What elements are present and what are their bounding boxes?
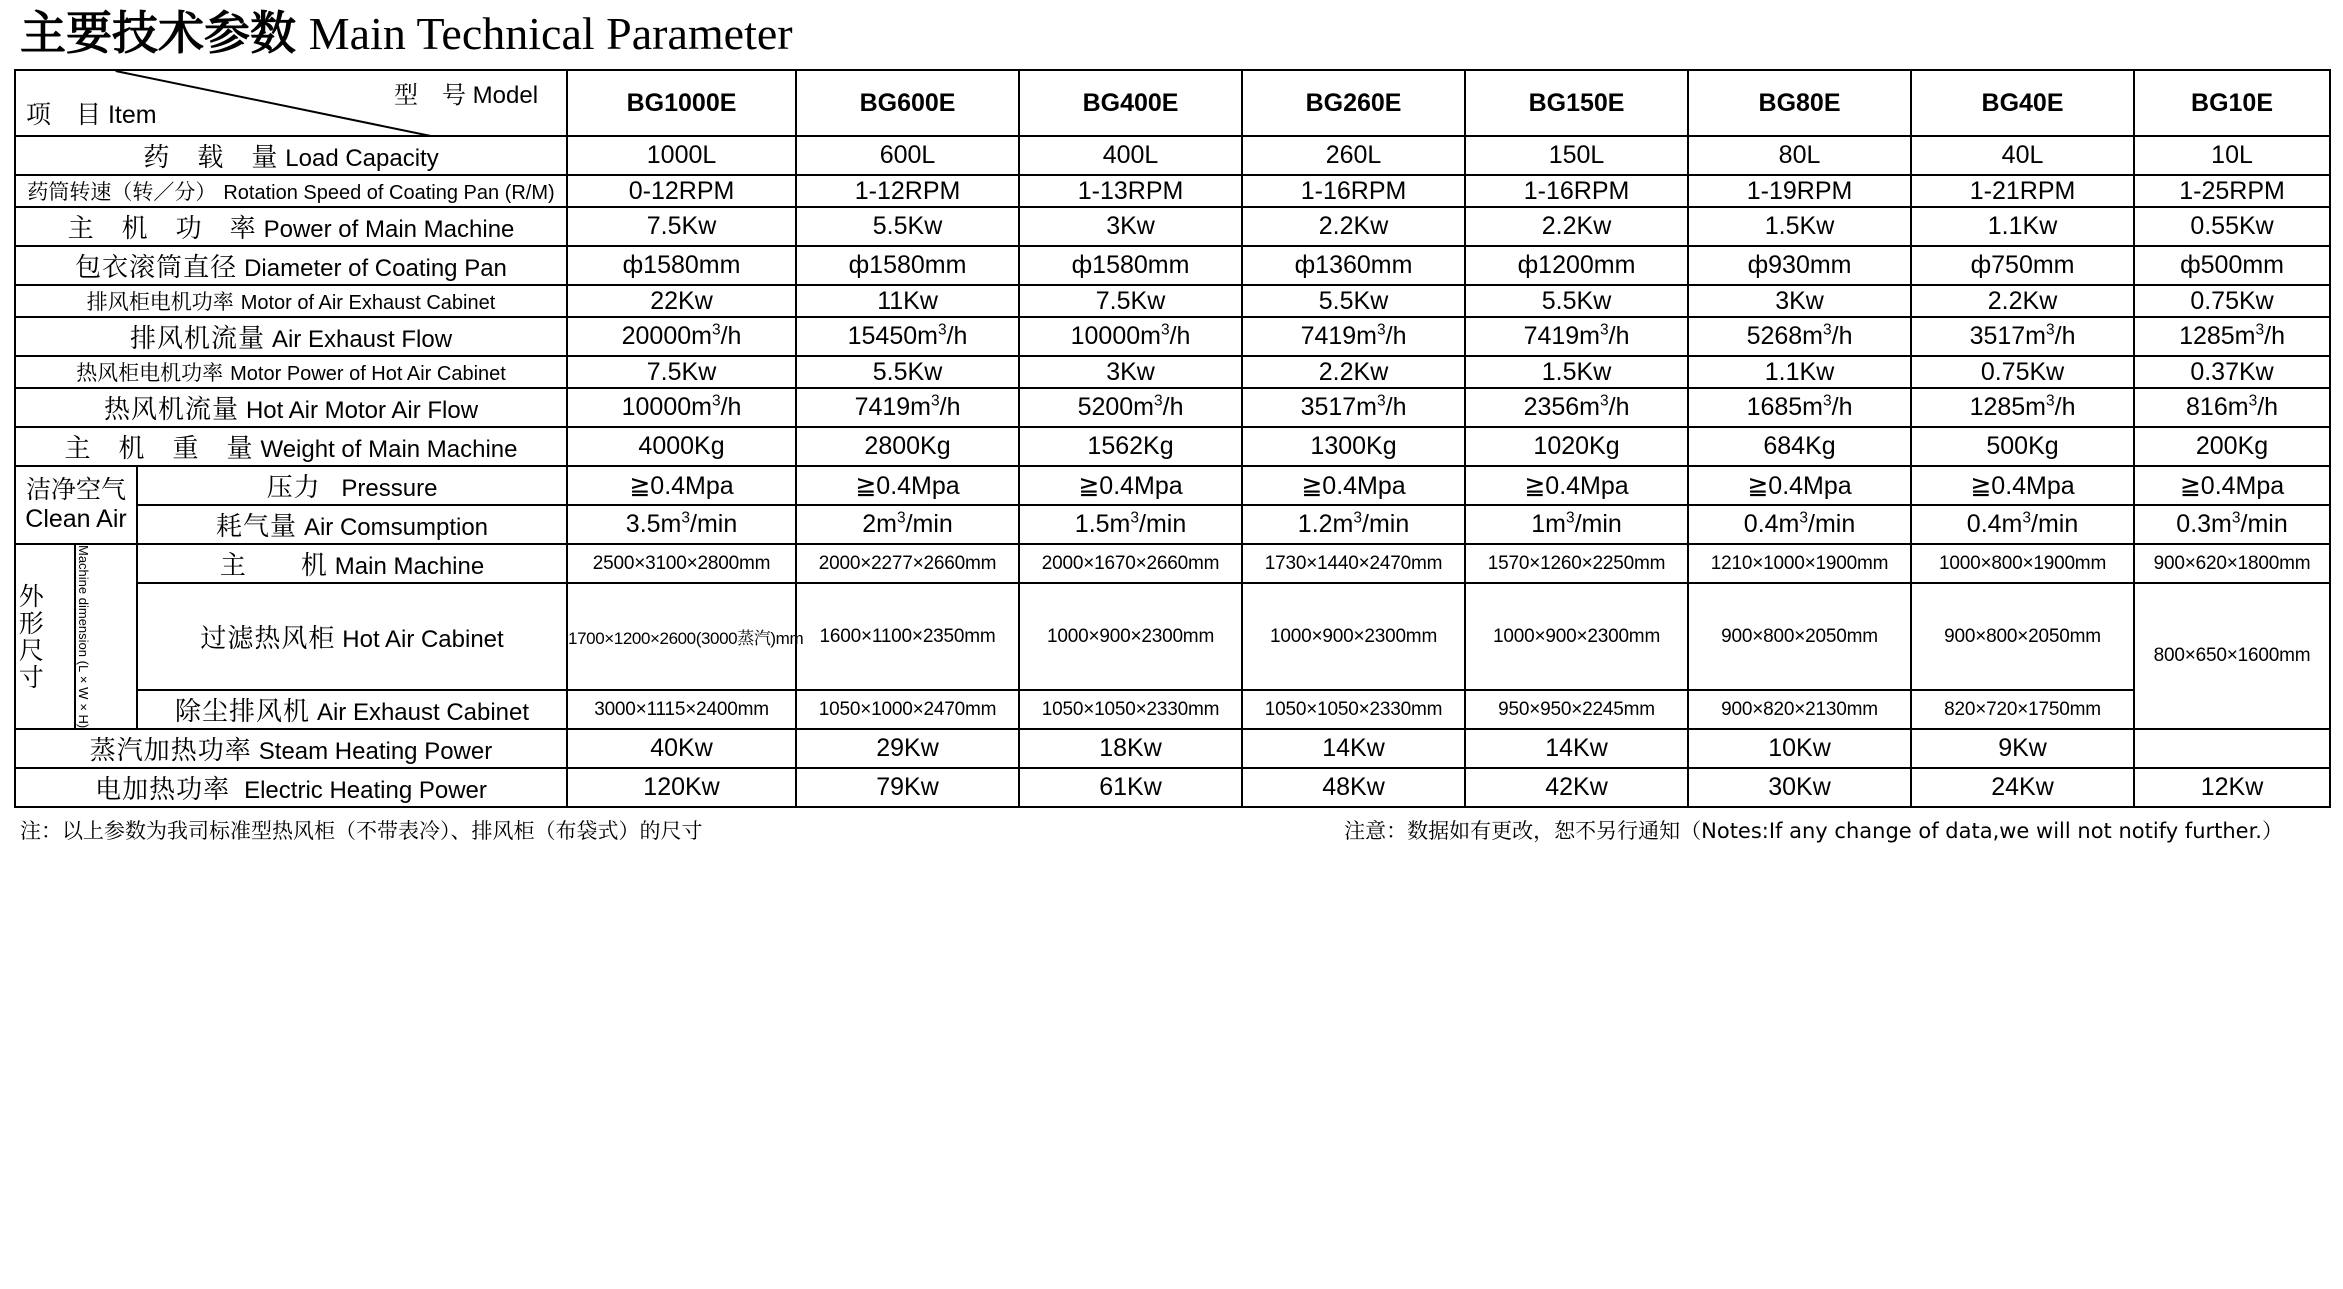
value-cell: 30Kw xyxy=(1688,768,1911,807)
value-cell: 950×950×2245mm xyxy=(1465,690,1688,729)
row-label-cn: 热风机流量 xyxy=(104,395,240,425)
row-label-cn: 热风柜电机功率 xyxy=(76,361,224,385)
model-header-cell: BG260E xyxy=(1242,70,1465,136)
row-label-cn: 包衣滚筒直径 xyxy=(75,253,238,283)
value-cell: 1-21RPM xyxy=(1911,175,2134,207)
value-cell: $1685m^3/h$ xyxy=(1688,388,1911,427)
value-cell: 820×720×1750mm xyxy=(1911,690,2134,729)
value-cell: 1.5Kw xyxy=(1688,207,1911,246)
value-cell: 0.37Kw xyxy=(2134,356,2330,388)
value-cell: 1.1Kw xyxy=(1688,356,1911,388)
value-cell: ф750mm xyxy=(1911,246,2134,285)
value-cell: ф1200mm xyxy=(1465,246,1688,285)
header-item-label-cn: 项 目 xyxy=(26,100,102,129)
value-cell: 1000×900×2300mm xyxy=(1019,583,1242,690)
row-label-en: Motor Power of Hot Air Cabinet xyxy=(230,363,506,385)
value-cell: 1-13RPM xyxy=(1019,175,1242,207)
value-cell: 1600×1100×2350mm xyxy=(796,583,1019,690)
clean-air-sub-label-en: Pressure xyxy=(341,475,438,502)
value-cell: 29Kw xyxy=(796,729,1019,768)
value-cell: 10Kw xyxy=(1688,729,1911,768)
row-label-cn: 排风柜电机功率 xyxy=(86,290,234,314)
clean-air-group-label xyxy=(15,466,137,544)
dimension-sub-label xyxy=(137,690,567,729)
model-header-cell: BG600E xyxy=(796,70,1019,136)
value-cell: 600L xyxy=(796,136,1019,175)
value-cell: 500Kg xyxy=(1911,427,2134,466)
value-cell: 1210×1000×1900mm xyxy=(1688,544,1911,583)
dimension-sub-label-cn: 过滤热风柜 xyxy=(200,624,336,655)
model-header-cell: BG80E xyxy=(1688,70,1911,136)
value-cell: ф1580mm xyxy=(1019,246,1242,285)
value-cell: 9Kw xyxy=(1911,729,2134,768)
row-label xyxy=(15,768,567,807)
dimension-group-label-cn xyxy=(15,544,75,729)
header-item-label xyxy=(26,95,157,131)
row-label xyxy=(15,136,567,175)
value-cell: 40Kw xyxy=(567,729,796,768)
footnote-right: 注意：数据如有更改，恕不另行通知（Notes:If any change of data,we will not notify further.） xyxy=(1344,819,2283,844)
row-label-en: Air Exhaust Flow xyxy=(271,326,453,353)
footnote xyxy=(14,808,2329,845)
model-header-cell: BG400E xyxy=(1019,70,1242,136)
row-label-en: Weight of Main Machine xyxy=(260,436,518,463)
value-cell: 79Kw xyxy=(796,768,1019,807)
value-cell: 0.75Kw xyxy=(2134,285,2330,317)
dimension-sub-label-cn: 主 机 xyxy=(219,551,328,581)
table-row xyxy=(15,175,2330,207)
dimension-sub-label-en: Air Exhaust Cabinet xyxy=(316,699,530,727)
value-cell: 150L xyxy=(1465,136,1688,175)
row-label-en: Rotation Speed of Coating Pan (R/M) xyxy=(223,182,555,204)
value-cell: ≧0.4Mpa xyxy=(567,466,796,505)
value-cell: $2356m^3/h$ xyxy=(1465,388,1688,427)
value-cell: $2m^3/\min$ xyxy=(796,505,1019,544)
row-label-en: Steam Heating Power xyxy=(258,738,493,766)
value-cell: 5.5Kw xyxy=(1465,285,1688,317)
row-label-en: Power of Main Machine xyxy=(263,216,515,243)
value-cell: 1-25RPM xyxy=(2134,175,2330,207)
table-row xyxy=(15,427,2330,466)
value-cell: 14Kw xyxy=(1465,729,1688,768)
value-cell: 2.2Kw xyxy=(1242,207,1465,246)
value-cell: ≧0.4Mpa xyxy=(1242,466,1465,505)
value-cell: 12Kw xyxy=(2134,768,2330,807)
row-label-cn: 排风机流量 xyxy=(130,324,266,354)
value-cell: 42Kw xyxy=(1465,768,1688,807)
value-cell: 7.5Kw xyxy=(1019,285,1242,317)
row-label-cn: 药筒转速（转／分） xyxy=(27,180,217,204)
clean-air-row-consumption xyxy=(15,505,2330,544)
value-cell: 3Kw xyxy=(1688,285,1911,317)
value-cell: $7419m^3/h$ xyxy=(796,388,1019,427)
value-cell: 900×800×2050mm xyxy=(1688,583,1911,690)
value-cell: 2500×3100×2800mm xyxy=(567,544,796,583)
value-cell: $15450m^3/h$ xyxy=(796,317,1019,356)
clean-air-group-label-cn: 洁净空气 xyxy=(25,475,126,505)
value-cell: 48Kw xyxy=(1242,768,1465,807)
dimension-sub-label xyxy=(137,544,567,583)
clean-air-group-label-en: Clean Air xyxy=(25,505,127,533)
value-cell: ≧0.4Mpa xyxy=(1911,466,2134,505)
header-corner-cell xyxy=(15,70,567,136)
value-cell: 3Kw xyxy=(1019,207,1242,246)
value-cell: ≧0.4Mpa xyxy=(1465,466,1688,505)
value-cell: 2000×2277×2660mm xyxy=(796,544,1019,583)
clean-air-row-pressure xyxy=(15,466,2330,505)
row-label-en: Diameter of Coating Pan xyxy=(244,255,507,282)
value-cell: 1050×1050×2330mm xyxy=(1242,690,1465,729)
clean-air-sub-label xyxy=(137,505,567,544)
clean-air-sub-label-cn: 耗气量 xyxy=(216,512,298,542)
value-cell: 0.75Kw xyxy=(1911,356,2134,388)
value-cell: 684Kg xyxy=(1688,427,1911,466)
value-cell: 7.5Kw xyxy=(567,356,796,388)
value-cell: 2000×1670×2660mm xyxy=(1019,544,1242,583)
value-cell xyxy=(2134,729,2330,768)
value-cell: 18Kw xyxy=(1019,729,1242,768)
value-cell: 1000×900×2300mm xyxy=(1465,583,1688,690)
value-cell: $0.4m^3/\min$ xyxy=(1688,505,1911,544)
value-cell: 1000×800×1900mm xyxy=(1911,544,2134,583)
value-cell: 7.5Kw xyxy=(567,207,796,246)
technical-parameter-table xyxy=(14,69,2331,808)
value-cell: $816m^3/h$ xyxy=(2134,388,2330,427)
value-cell: 1-16RPM xyxy=(1465,175,1688,207)
value-cell: 260L xyxy=(1242,136,1465,175)
dimension-row-hot-air-cabinet xyxy=(15,583,2330,690)
dimension-sub-label-cn: 除尘排风机 xyxy=(174,697,310,728)
value-cell: 11Kw xyxy=(796,285,1019,317)
value-cell: 0-12RPM xyxy=(567,175,796,207)
value-cell: ф930mm xyxy=(1688,246,1911,285)
value-cell: $10000m^3/h$ xyxy=(567,388,796,427)
value-cell: ф1580mm xyxy=(796,246,1019,285)
value-cell: $7419m^3/h$ xyxy=(1465,317,1688,356)
row-label xyxy=(15,285,567,317)
row-label-cn: 主 机 重 量 xyxy=(64,434,254,464)
value-cell: 5.5Kw xyxy=(1242,285,1465,317)
clean-air-sub-label xyxy=(137,466,567,505)
row-label-cn: 主 机 功 率 xyxy=(67,214,257,244)
row-label xyxy=(15,175,567,207)
row-label xyxy=(15,729,567,768)
value-cell: 61Kw xyxy=(1019,768,1242,807)
dimension-sub-label-en: Hot Air Cabinet xyxy=(342,626,504,654)
model-header-cell: BG150E xyxy=(1465,70,1688,136)
value-cell: 800×650×1600mm xyxy=(2134,583,2330,729)
value-cell: ф1580mm xyxy=(567,246,796,285)
table-row xyxy=(15,207,2330,246)
value-cell: 22Kw xyxy=(567,285,796,317)
page-title-en: Main Technical Parameter xyxy=(308,8,793,59)
value-cell: 1000×900×2300mm xyxy=(1242,583,1465,690)
value-cell: $7419m^3/h$ xyxy=(1242,317,1465,356)
table-row-electric-heating xyxy=(15,768,2330,807)
dimension-group-label-cn-text: 外形尺寸 xyxy=(15,582,45,691)
value-cell: 120Kw xyxy=(567,768,796,807)
table-row-steam-heating xyxy=(15,729,2330,768)
table-row xyxy=(15,388,2330,427)
table-row xyxy=(15,317,2330,356)
value-cell: $1.2m^3/\min$ xyxy=(1242,505,1465,544)
dimension-sub-label xyxy=(137,583,567,690)
table-header-row xyxy=(15,70,2330,136)
value-cell: $1.5m^3/\min$ xyxy=(1019,505,1242,544)
model-header-cell: BG10E xyxy=(2134,70,2330,136)
value-cell: 3000×1115×2400mm xyxy=(567,690,796,729)
dimension-row-air-exhaust-cabinet xyxy=(15,690,2330,729)
value-cell: $0.4m^3/\min$ xyxy=(1911,505,2134,544)
value-cell: 1-19RPM xyxy=(1688,175,1911,207)
table-row xyxy=(15,356,2330,388)
table-row xyxy=(15,136,2330,175)
value-cell: 900×820×2130mm xyxy=(1688,690,1911,729)
model-header-cell: BG1000E xyxy=(567,70,796,136)
value-cell: 1570×1260×2250mm xyxy=(1465,544,1688,583)
value-cell: $1285m^3/h$ xyxy=(1911,388,2134,427)
value-cell: 900×800×2050mm xyxy=(1911,583,2134,690)
value-cell: 900×620×1800mm xyxy=(2134,544,2330,583)
dimension-row-main-machine xyxy=(15,544,2330,583)
value-cell: 1562Kg xyxy=(1019,427,1242,466)
value-cell: 14Kw xyxy=(1242,729,1465,768)
row-label-en: Motor of Air Exhaust Cabinet xyxy=(240,292,496,314)
header-model-label xyxy=(394,75,538,110)
value-cell: $1m^3/\min$ xyxy=(1465,505,1688,544)
value-cell: 1-12RPM xyxy=(796,175,1019,207)
value-cell: 3Kw xyxy=(1019,356,1242,388)
row-label xyxy=(15,356,567,388)
value-cell: ≧0.4Mpa xyxy=(1688,466,1911,505)
value-cell: 1300Kg xyxy=(1242,427,1465,466)
page-title-cn: 主要技术参数 xyxy=(20,6,296,60)
row-label xyxy=(15,427,567,466)
value-cell: ≧0.4Mpa xyxy=(1019,466,1242,505)
value-cell: ф500mm xyxy=(2134,246,2330,285)
value-cell: $5268m^3/h$ xyxy=(1688,317,1911,356)
value-cell: 10L xyxy=(2134,136,2330,175)
model-header-cell: BG40E xyxy=(1911,70,2134,136)
dimension-group-label-en-text: Machine dimension (L×W×H) xyxy=(76,545,91,729)
value-cell: 5.5Kw xyxy=(796,356,1019,388)
dimension-group-label-en xyxy=(75,544,137,729)
row-label xyxy=(15,207,567,246)
value-cell: 4000Kg xyxy=(567,427,796,466)
value-cell: 80L xyxy=(1688,136,1911,175)
row-label-en: Electric Heating Power xyxy=(244,777,487,805)
page-title xyxy=(14,0,2329,69)
value-cell: ≧0.4Mpa xyxy=(796,466,1019,505)
value-cell: $5200m^3/h$ xyxy=(1019,388,1242,427)
clean-air-sub-label-en: Air Comsumption xyxy=(303,514,489,541)
value-cell: 2.2Kw xyxy=(1465,207,1688,246)
value-cell: 2.2Kw xyxy=(1242,356,1465,388)
value-cell: 24Kw xyxy=(1911,768,2134,807)
clean-air-sub-label-cn: 压力 xyxy=(266,473,321,503)
value-cell: $0.3m^3/\min$ xyxy=(2134,505,2330,544)
value-cell: 2.2Kw xyxy=(1911,285,2134,317)
value-cell: 2800Kg xyxy=(796,427,1019,466)
value-cell: 1020Kg xyxy=(1465,427,1688,466)
value-cell: 40L xyxy=(1911,136,2134,175)
value-cell: $10000m^3/h$ xyxy=(1019,317,1242,356)
value-cell: 1.1Kw xyxy=(1911,207,2134,246)
value-cell: 0.55Kw xyxy=(2134,207,2330,246)
value-cell: 5.5Kw xyxy=(796,207,1019,246)
value-cell: 1050×1050×2330mm xyxy=(1019,690,1242,729)
value-cell: $3517m^3/h$ xyxy=(1911,317,2134,356)
header-item-label-en: Item xyxy=(107,101,157,129)
value-cell: 1730×1440×2470mm xyxy=(1242,544,1465,583)
row-label-en: Hot Air Motor Air Flow xyxy=(245,397,479,424)
value-cell: 400L xyxy=(1019,136,1242,175)
value-cell: $3.5m^3/\min$ xyxy=(567,505,796,544)
header-model-label-cn: 型 号 xyxy=(393,81,466,109)
value-cell: $3517m^3/h$ xyxy=(1242,388,1465,427)
value-cell: 1050×1000×2470mm xyxy=(796,690,1019,729)
footnote-left: 注：以上参数为我司标准型热风柜（不带表冷）、排风柜（布袋式）的尺寸 xyxy=(20,819,703,844)
row-label xyxy=(15,317,567,356)
value-cell: 1700×1200×2600(3000蒸汽)mm xyxy=(567,583,796,690)
value-cell: 1000L xyxy=(567,136,796,175)
value-cell: $1285m^3/h$ xyxy=(2134,317,2330,356)
value-cell: 200Kg xyxy=(2134,427,2330,466)
row-label-cn: 蒸汽加热功率 xyxy=(89,736,252,767)
value-cell: ф1360mm xyxy=(1242,246,1465,285)
table-row xyxy=(15,285,2330,317)
row-label xyxy=(15,388,567,427)
value-cell: 1.5Kw xyxy=(1465,356,1688,388)
row-label-cn: 药 载 量 xyxy=(143,143,279,173)
table-row xyxy=(15,246,2330,285)
dimension-sub-label-en: Main Machine xyxy=(334,553,485,580)
value-cell: $20000m^3/h$ xyxy=(567,317,796,356)
row-label xyxy=(15,246,567,285)
row-label-en: Load Capacity xyxy=(285,145,439,172)
value-cell: 1-16RPM xyxy=(1242,175,1465,207)
row-label-cn: 电加热功率 xyxy=(95,775,231,806)
header-model-label-en: Model xyxy=(472,82,539,109)
value-cell: ≧0.4Mpa xyxy=(2134,466,2330,505)
